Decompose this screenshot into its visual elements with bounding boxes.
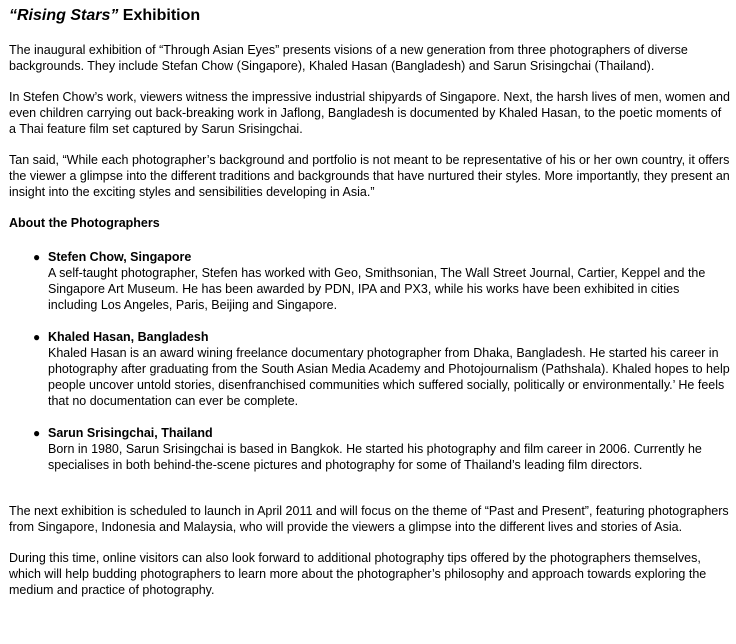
photographer-list <box>9 249 731 473</box>
photographer-bio: Born in 1980, Sarun Srisingchai is based in Bangkok. He started his photography and film career in 2006. Currently he specialises in both behind-the-scene pictures and photography for some of Thailand’s leading film directors. <box>48 442 702 472</box>
article <box>9 6 731 598</box>
about-heading: About the Photographers <box>9 216 160 230</box>
online-tips-paragraph: During this time, online visitors can also look forward to additional photography tips offered by the photographers themselves, which will help budding photographers to learn more about the photographer’s philosophy and approach towards exploring the medium and practice of photography. <box>9 551 707 597</box>
intro-paragraph: The inaugural exhibition of “Through Asian Eyes” presents visions of a new generation from three photographers of diverse backgrounds. They include Stefan Chow (Singapore), Khaled Hasan (Bangladesh) and Sarun Srisingchai (Thailand). <box>9 43 688 73</box>
title-rest: Exhibition <box>118 7 201 24</box>
bullet-icon: ● <box>33 330 41 344</box>
list-item <box>33 329 731 409</box>
photographer-name: Sarun Srisingchai, Thailand <box>48 426 213 440</box>
bullet-icon: ● <box>33 426 41 440</box>
works-paragraph: In Stefen Chow’s work, viewers witness the impressive industrial shipyards of Singapore. Next, the harsh lives of men, women and even children carrying out back-breaking work in Jaflong, Bangladesh is documented by Khaled Hasan, to the poetic moments of a Thai feature film set captured by Sarun Srisingchai. <box>9 90 730 136</box>
quote-paragraph: Tan said, “While each photographer’s background and portfolio is not meant to be representative of his or her own country, it offers the viewer a glimpse into the different traditions and backgrounds that have nurtured their styles. More importantly, they present an insight into the exciting styles and sensibilities developing in Asia.” <box>9 153 730 199</box>
title-italic: “Rising Stars” <box>9 7 119 24</box>
photographer-bio: Khaled Hasan is an award wining freelance documentary photographer from Dhaka, Bangladesh. He started his career in photography after graduating from the South Asian Media Academy and Photojournalism (Pathshala). Khaled hopes to help people uncover untold stories, disenfranchised communities which suffered socially, politically or environmentally.’ He feels that no documentation can ever be complete. <box>48 346 730 408</box>
next-exhibition-paragraph: The next exhibition is scheduled to launch in April 2011 and will focus on the theme of “Past and Present”, featuring photographers from Singapore, Indonesia and Malaysia, who will provide the viewers a glimpse into the different lives and stories of Asia. <box>9 504 729 534</box>
list-item <box>33 249 731 313</box>
page-title <box>9 6 731 26</box>
list-item <box>33 425 731 473</box>
photographer-bio: A self-taught photographer, Stefen has worked with Geo, Smithsonian, The Wall Street Journal, Cartier, Keppel and the Singapore Art Museum. He has been awarded by PDN, IPA and PX3, while his works have been exhibited in cities including Los Angeles, Paris, Beijing and Singapore. <box>48 266 706 312</box>
photographer-name: Khaled Hasan, Bangladesh <box>48 330 209 344</box>
bullet-icon: ● <box>33 250 41 264</box>
photographer-name: Stefen Chow, Singapore <box>48 250 192 264</box>
